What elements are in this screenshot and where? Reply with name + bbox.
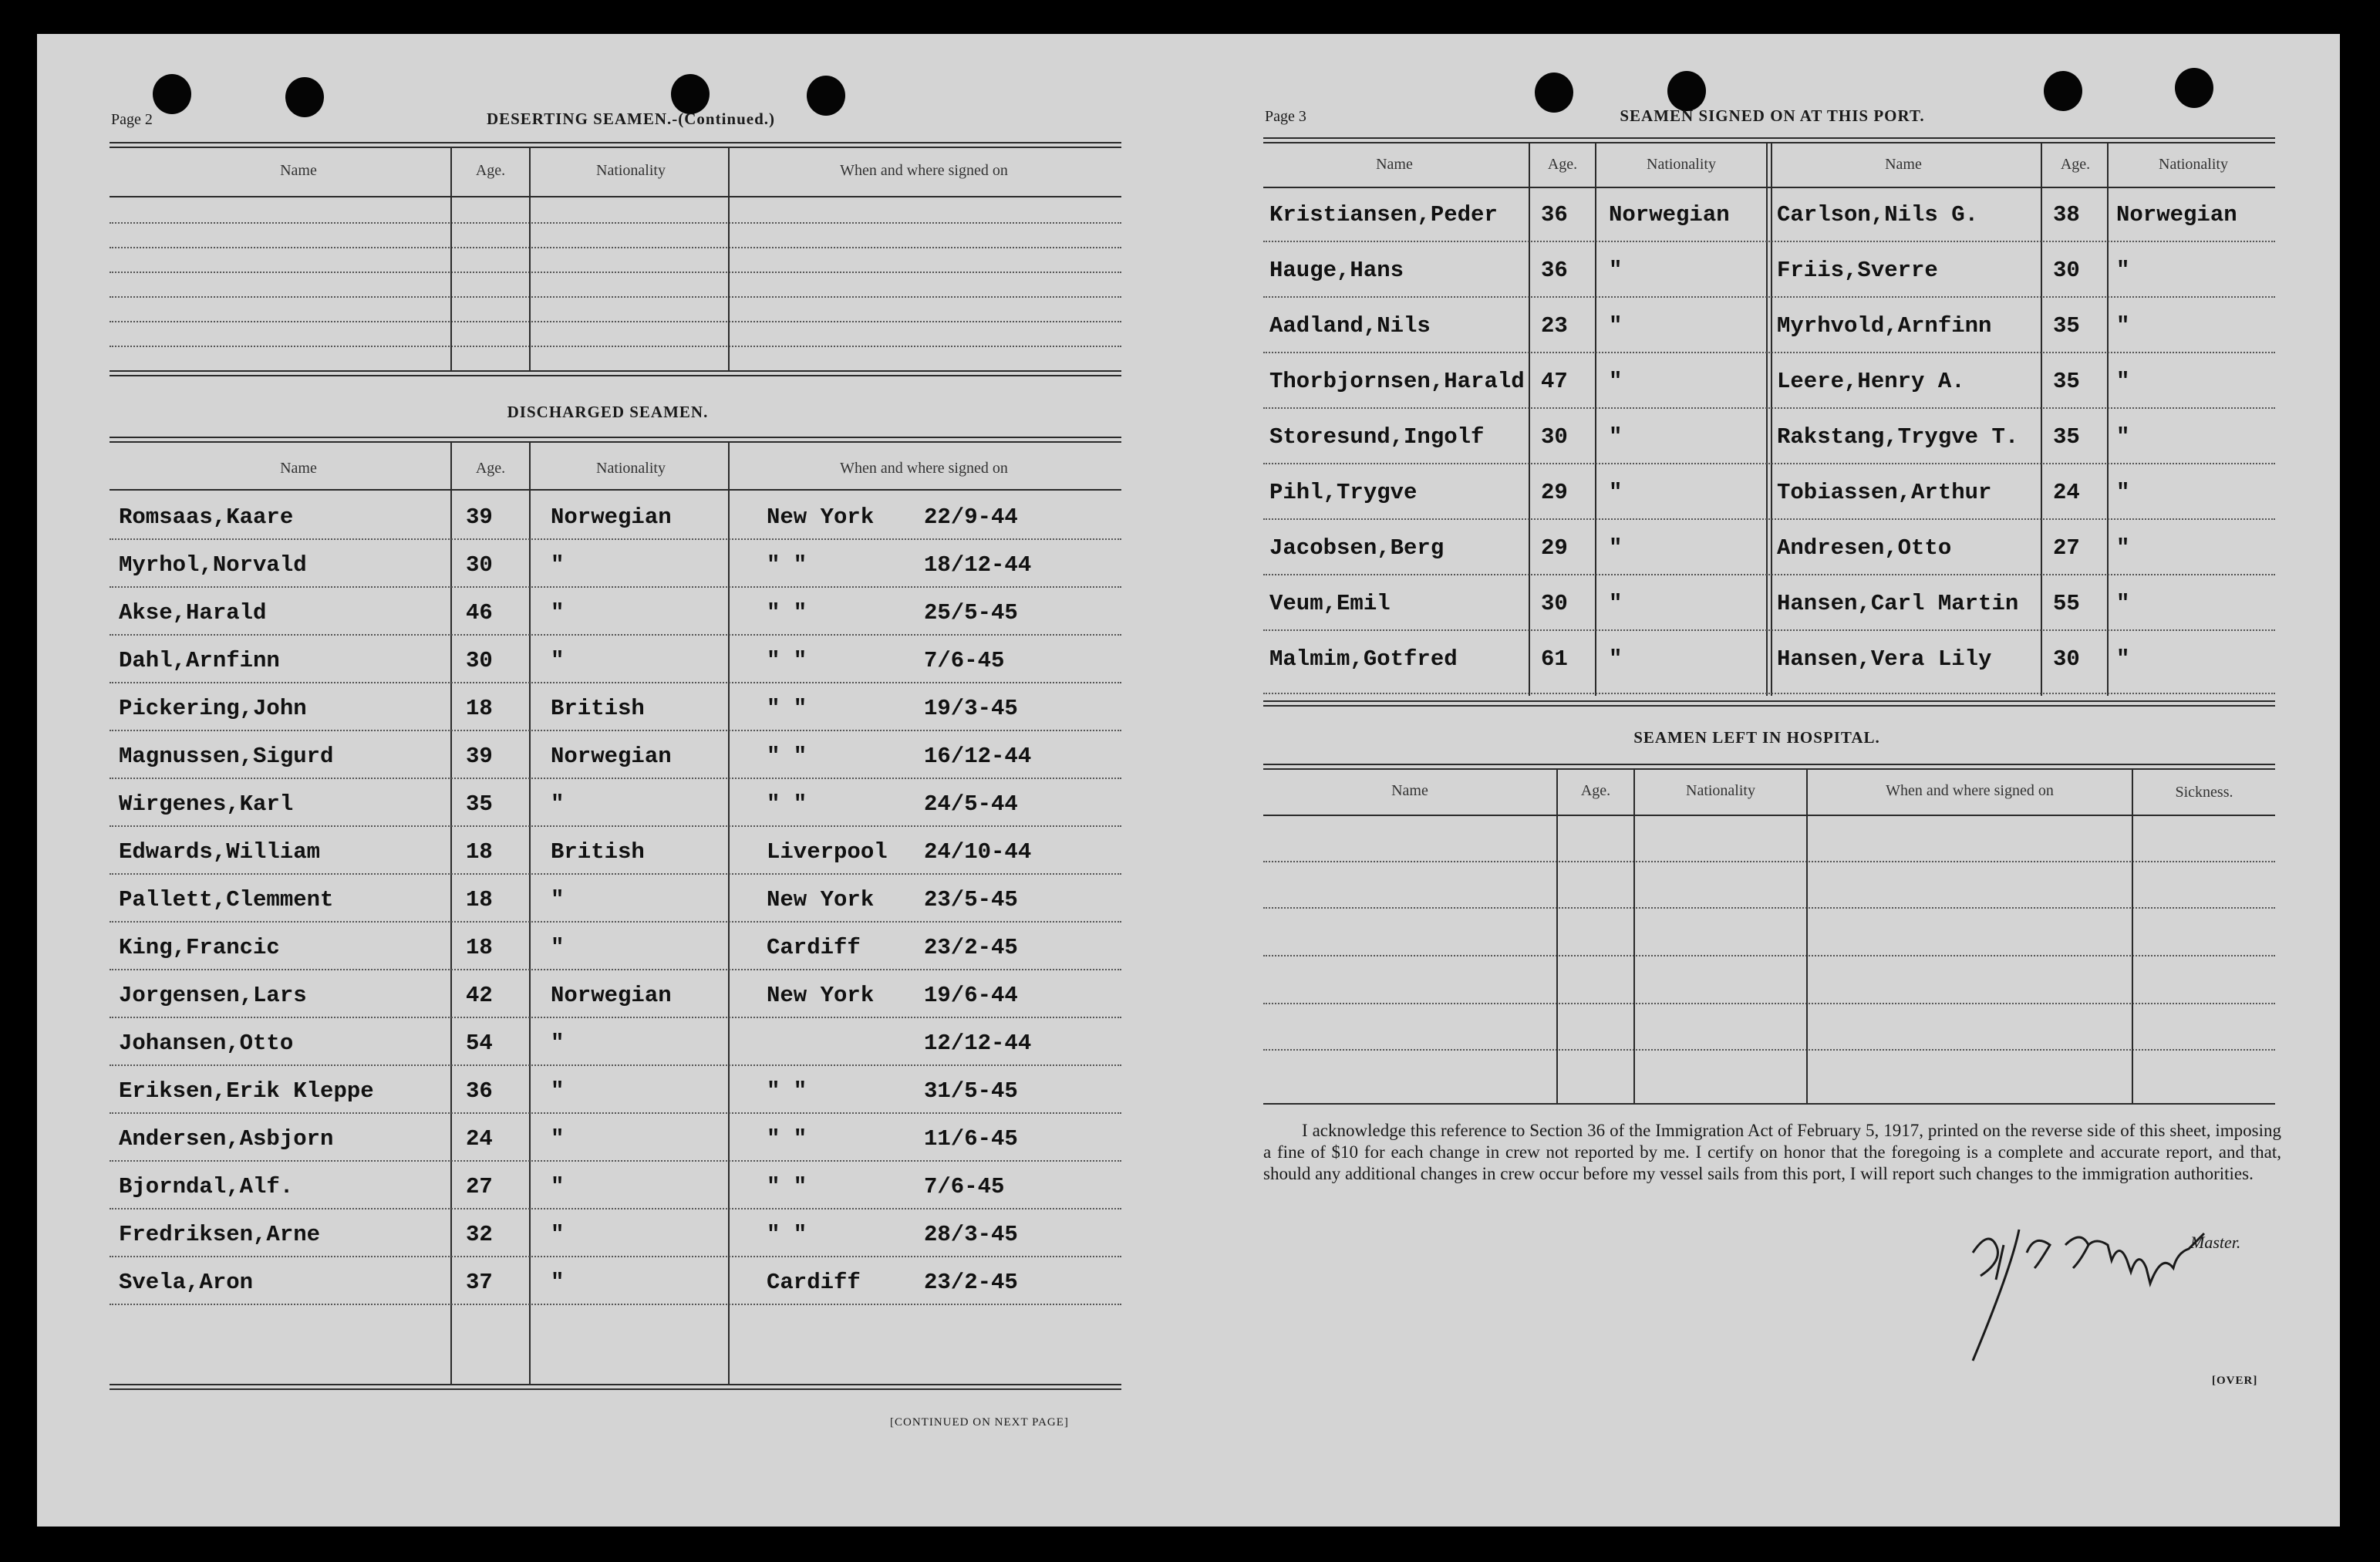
seaman-age: 37 <box>466 1270 493 1295</box>
col-divider <box>1766 143 1768 696</box>
seaman-nationality: " <box>551 1174 565 1199</box>
over-label: [OVER] <box>2212 1375 2258 1387</box>
seaman-age-2: 30 <box>2053 646 2080 672</box>
seaman-age: 39 <box>466 744 493 769</box>
seaman-nationality: " <box>1609 591 1623 616</box>
punch-hole <box>153 74 191 114</box>
seaman-name-2: Myrhvold,Arnfinn <box>1777 313 1992 339</box>
rule <box>110 142 1121 143</box>
seaman-name-2: Hansen,Vera Lily <box>1777 646 1992 672</box>
row-line <box>1263 241 2275 242</box>
seaman-age-2: 38 <box>2053 202 2080 228</box>
rule <box>110 1388 1121 1390</box>
seaman-age-2: 24 <box>2053 480 2080 505</box>
col-divider <box>450 148 452 372</box>
signed-on-date: 12/12-44 <box>924 1031 1032 1056</box>
seaman-nationality-2: " <box>2116 591 2130 616</box>
seaman-age: 47 <box>1541 369 1568 394</box>
seaman-age-2: 30 <box>2053 258 2080 283</box>
seaman-nationality-2: " <box>2116 369 2130 394</box>
rule <box>1263 1103 2275 1105</box>
seaman-nationality: " <box>1609 369 1623 394</box>
seaman-name: Jorgensen,Lars <box>119 983 307 1008</box>
seaman-name: Johansen,Otto <box>119 1031 294 1056</box>
right-page <box>1186 34 2340 1527</box>
row-line <box>110 1208 1121 1209</box>
col-header-name: Name <box>1391 782 1428 799</box>
col-divider <box>2107 143 2109 696</box>
seaman-nationality: British <box>551 696 645 721</box>
page-number: Page 3 <box>1265 108 1306 125</box>
seaman-age: 30 <box>466 648 493 673</box>
signed-on-place: " " <box>767 1126 807 1152</box>
row-line <box>110 778 1121 779</box>
rule <box>110 489 1121 491</box>
seaman-nationality-2: " <box>2116 424 2130 450</box>
seaman-nationality: " <box>551 552 565 578</box>
signed-on-date: 24/10-44 <box>924 839 1032 865</box>
signed-on-place: " " <box>767 791 807 817</box>
seaman-age: 18 <box>466 935 493 960</box>
col-divider <box>529 443 531 1385</box>
row-line <box>110 272 1121 273</box>
col-header-nationality: Nationality <box>596 162 666 179</box>
seaman-age: 29 <box>1541 480 1568 505</box>
seaman-name-2: Hansen,Carl Martin <box>1777 591 2019 616</box>
row-line <box>1263 518 2275 520</box>
col-divider <box>450 443 452 1385</box>
signed-on-date: 19/3-45 <box>924 696 1018 721</box>
seaman-age: 29 <box>1541 535 1568 561</box>
seaman-age: 32 <box>466 1222 493 1247</box>
signed-on-date: 7/6-45 <box>924 1174 1005 1199</box>
seaman-name: Dahl,Arnfinn <box>119 648 280 673</box>
col-header-sickness: Sickness. <box>2175 784 2233 801</box>
signed-on-place: " " <box>767 696 807 721</box>
seaman-name: Kristiansen,Peder <box>1269 202 1498 228</box>
col-header-signed-on: When and where signed on <box>840 162 1008 179</box>
signed-on-date: 11/6-45 <box>924 1126 1018 1152</box>
rule <box>110 375 1121 376</box>
col-header-age: Age. <box>1580 782 1611 799</box>
hospital-title: SEAMEN LEFT IN HOSPITAL. <box>1633 728 1880 747</box>
signed-on-place: Cardiff <box>767 1270 861 1295</box>
row-line <box>1263 463 2275 464</box>
row-line <box>1263 907 2275 909</box>
seaman-name: Akse,Harald <box>119 600 267 626</box>
row-line <box>1263 1003 2275 1004</box>
row-line <box>1263 296 2275 298</box>
row-line <box>110 321 1121 322</box>
col-header-signed-on: When and where signed on <box>840 460 1008 477</box>
rule <box>1263 137 2275 139</box>
row-line <box>110 1112 1121 1114</box>
seaman-name: Eriksen,Erik Kleppe <box>119 1078 374 1104</box>
row-line <box>1263 693 2275 694</box>
seaman-nationality: " <box>551 648 565 673</box>
seaman-nationality-2: " <box>2116 313 2130 339</box>
seaman-name: Storesund,Ingolf <box>1269 424 1485 450</box>
seaman-nationality: " <box>1609 646 1623 672</box>
certification-text: I acknowledge this reference to Section 36 of the Immigration Act of February 5, 1917, printed on the reverse side of this sheet, imposing a fine of $10 for each change in crew not reported by me. I certify on honor that the foregoing is a complete and accurate report, and that, should any additional changes in crew occur before my vessel sails from this port, I will report such changes to the immigration authorities. <box>1263 1121 2281 1183</box>
signed-on-place: " " <box>767 552 807 578</box>
seaman-nationality: British <box>551 839 645 865</box>
seaman-nationality: " <box>1609 424 1623 450</box>
rule <box>110 441 1121 443</box>
rule <box>110 1384 1121 1385</box>
signed-on-date: 23/2-45 <box>924 935 1018 960</box>
signed-on-place: " " <box>767 1222 807 1247</box>
discharged-seamen-title: DISCHARGED SEAMEN. <box>507 403 709 421</box>
col-header-nationality: Nationality <box>1647 156 1716 173</box>
col-divider <box>529 148 531 372</box>
seaman-nationality: " <box>1609 480 1623 505</box>
seaman-age: 18 <box>466 696 493 721</box>
row-line <box>110 921 1121 923</box>
page-number: Page 2 <box>111 111 153 128</box>
seaman-age-2: 35 <box>2053 424 2080 450</box>
master-label: Master. <box>2190 1233 2241 1252</box>
col-header-age: Age. <box>475 162 506 179</box>
row-line <box>1263 1049 2275 1051</box>
col-header-nationality-2: Nationality <box>2159 156 2228 173</box>
seaman-age: 23 <box>1541 313 1568 339</box>
punch-hole <box>671 74 710 114</box>
col-header-name: Name <box>280 162 317 179</box>
seaman-age: 24 <box>466 1126 493 1152</box>
punch-hole <box>1667 71 1706 111</box>
signed-on-date: 24/5-44 <box>924 791 1018 817</box>
seaman-nationality: Norwegian <box>1609 202 1730 228</box>
row-line <box>110 634 1121 636</box>
signed-on-date: 7/6-45 <box>924 648 1005 673</box>
seaman-name: Myrhol,Norvald <box>119 552 307 578</box>
signed-on-place: " " <box>767 1174 807 1199</box>
col-header-name-2: Name <box>1885 156 1922 173</box>
rule <box>110 437 1121 438</box>
row-line <box>1263 861 2275 862</box>
signed-on-place: Liverpool <box>767 839 888 865</box>
rule <box>1263 764 2275 765</box>
seaman-nationality-2: " <box>2116 535 2130 561</box>
col-header-nationality: Nationality <box>596 460 666 477</box>
seaman-age: 30 <box>1541 591 1568 616</box>
seaman-age: 61 <box>1541 646 1568 672</box>
col-divider <box>1771 143 1772 696</box>
col-divider <box>1529 143 1530 696</box>
seaman-nationality: " <box>551 887 565 913</box>
seaman-nationality: Norwegian <box>551 744 672 769</box>
seaman-age: 30 <box>1541 424 1568 450</box>
row-line <box>110 222 1121 224</box>
seaman-name: Andersen,Asbjorn <box>119 1126 334 1152</box>
row-line <box>110 296 1121 298</box>
rule <box>110 196 1121 197</box>
continued-note: [CONTINUED ON NEXT PAGE] <box>890 1416 1069 1429</box>
row-line <box>110 1160 1121 1162</box>
signed-on-place: New York <box>767 504 875 530</box>
col-header-age-2: Age. <box>2060 156 2091 173</box>
signed-on-date: 23/5-45 <box>924 887 1018 913</box>
row-line <box>110 1064 1121 1066</box>
row-line <box>1263 574 2275 575</box>
seaman-nationality-2: Norwegian <box>2116 202 2237 228</box>
row-line <box>110 873 1121 875</box>
seaman-nationality: " <box>1609 535 1623 561</box>
seaman-age: 39 <box>466 504 493 530</box>
rule <box>1263 815 2275 816</box>
seaman-name: Malmim,Gotfred <box>1269 646 1458 672</box>
punch-hole <box>2175 68 2213 108</box>
seaman-age: 36 <box>1541 202 1568 228</box>
signed-on-place: " " <box>767 744 807 769</box>
seaman-nationality: " <box>551 1222 565 1247</box>
signed-on-place: " " <box>767 648 807 673</box>
seaman-name-2: Andresen,Otto <box>1777 535 1952 561</box>
seaman-name-2: Leere,Henry A. <box>1777 369 1965 394</box>
seaman-age-2: 27 <box>2053 535 2080 561</box>
seaman-name: Edwards,William <box>119 839 321 865</box>
seaman-name: Hauge,Hans <box>1269 258 1404 283</box>
master-signature <box>1834 1199 2266 1376</box>
row-line <box>110 538 1121 540</box>
row-line <box>110 825 1121 827</box>
col-header-nationality: Nationality <box>1686 782 1755 799</box>
col-header-signed-on: When and where signed on <box>1886 782 2054 799</box>
seaman-nationality: " <box>551 1270 565 1295</box>
rule <box>1263 142 2275 143</box>
seaman-name-2: Tobiassen,Arthur <box>1777 480 1992 505</box>
row-line <box>110 1256 1121 1257</box>
col-header-age: Age. <box>1547 156 1578 173</box>
row-line <box>110 682 1121 683</box>
punch-hole <box>2044 71 2082 111</box>
seaman-name: Pallett,Clemment <box>119 887 334 913</box>
row-line <box>1263 629 2275 631</box>
seaman-name: Fredriksen,Arne <box>119 1222 321 1247</box>
seaman-name-2: Friis,Sverre <box>1777 258 1938 283</box>
col-header-name: Name <box>280 460 317 477</box>
row-line <box>110 1304 1121 1305</box>
signed-on-date: 16/12-44 <box>924 744 1032 769</box>
seaman-name: Pickering,John <box>119 696 307 721</box>
row-line <box>110 247 1121 248</box>
seaman-name: Svela,Aron <box>119 1270 254 1295</box>
col-divider <box>2132 770 2133 1103</box>
seaman-name: Thorbjornsen,Harald <box>1269 369 1525 394</box>
seaman-name: Pihl,Trygve <box>1269 480 1418 505</box>
seaman-name: King,Francic <box>119 935 280 960</box>
seaman-age: 18 <box>466 839 493 865</box>
row-line <box>110 586 1121 588</box>
signed-on-place: " " <box>767 1078 807 1104</box>
seaman-nationality: " <box>551 1031 565 1056</box>
row-line <box>1263 955 2275 956</box>
col-header-age: Age. <box>475 460 506 477</box>
seaman-nationality: " <box>551 935 565 960</box>
seaman-age: 36 <box>466 1078 493 1104</box>
seaman-nationality: " <box>551 791 565 817</box>
seaman-nationality-2: " <box>2116 480 2130 505</box>
seaman-age-2: 35 <box>2053 313 2080 339</box>
seaman-age-2: 35 <box>2053 369 2080 394</box>
signed-on-place: New York <box>767 887 875 913</box>
seaman-nationality: " <box>551 1126 565 1152</box>
seaman-age: 18 <box>466 887 493 913</box>
col-divider <box>728 148 730 372</box>
row-line <box>1263 407 2275 409</box>
rule <box>1263 705 2275 707</box>
seaman-name: Veum,Emil <box>1269 591 1391 616</box>
signed-on-title: SEAMEN SIGNED ON AT THIS PORT. <box>1620 106 1925 125</box>
signed-on-date: 23/2-45 <box>924 1270 1018 1295</box>
signed-on-date: 28/3-45 <box>924 1222 1018 1247</box>
seaman-nationality: " <box>551 600 565 626</box>
signed-on-date: 18/12-44 <box>924 552 1032 578</box>
rule <box>1263 768 2275 770</box>
left-page <box>37 34 1191 1527</box>
row-line <box>110 346 1121 347</box>
deserting-seamen-title: DESERTING SEAMEN.-(Continued.) <box>486 110 776 128</box>
col-divider <box>1806 770 1808 1103</box>
seaman-age: 35 <box>466 791 493 817</box>
punch-hole <box>285 77 324 117</box>
seaman-age: 46 <box>466 600 493 626</box>
signed-on-date: 22/9-44 <box>924 504 1018 530</box>
seaman-nationality: " <box>1609 258 1623 283</box>
col-divider <box>728 443 730 1385</box>
seaman-nationality: " <box>551 1078 565 1104</box>
seaman-age: 36 <box>1541 258 1568 283</box>
signed-on-date: 31/5-45 <box>924 1078 1018 1104</box>
seaman-name-2: Rakstang,Trygve T. <box>1777 424 2019 450</box>
seaman-age: 54 <box>466 1031 493 1056</box>
signed-on-date: 25/5-45 <box>924 600 1018 626</box>
rule <box>1263 187 2275 188</box>
seaman-name: Bjorndal,Alf. <box>119 1174 294 1199</box>
signed-on-date: 19/6-44 <box>924 983 1018 1008</box>
seaman-age: 42 <box>466 983 493 1008</box>
row-line <box>1263 352 2275 353</box>
signed-on-place: " " <box>767 600 807 626</box>
rule <box>1263 700 2275 702</box>
seaman-name: Wirgenes,Karl <box>119 791 294 817</box>
col-header-name: Name <box>1376 156 1413 173</box>
seaman-name: Jacobsen,Berg <box>1269 535 1445 561</box>
seaman-age: 30 <box>466 552 493 578</box>
rule <box>110 370 1121 372</box>
signed-on-place: Cardiff <box>767 935 861 960</box>
col-divider <box>2041 143 2042 696</box>
seaman-age-2: 55 <box>2053 591 2080 616</box>
seaman-nationality: " <box>1609 313 1623 339</box>
seaman-age: 27 <box>466 1174 493 1199</box>
seaman-nationality-2: " <box>2116 646 2130 672</box>
seaman-name: Romsaas,Kaare <box>119 504 294 530</box>
row-line <box>110 1017 1121 1018</box>
seaman-name-2: Carlson,Nils G. <box>1777 202 1979 228</box>
row-line <box>110 730 1121 731</box>
punch-hole <box>1535 73 1573 113</box>
seaman-nationality: Norwegian <box>551 983 672 1008</box>
seaman-nationality: Norwegian <box>551 504 672 530</box>
seaman-name: Aadland,Nils <box>1269 313 1431 339</box>
seaman-name: Magnussen,Sigurd <box>119 744 334 769</box>
col-divider <box>1556 770 1558 1103</box>
col-divider <box>1633 770 1635 1103</box>
rule <box>110 147 1121 148</box>
col-divider <box>1595 143 1596 696</box>
seaman-nationality-2: " <box>2116 258 2130 283</box>
signed-on-place: New York <box>767 983 875 1008</box>
row-line <box>110 969 1121 970</box>
